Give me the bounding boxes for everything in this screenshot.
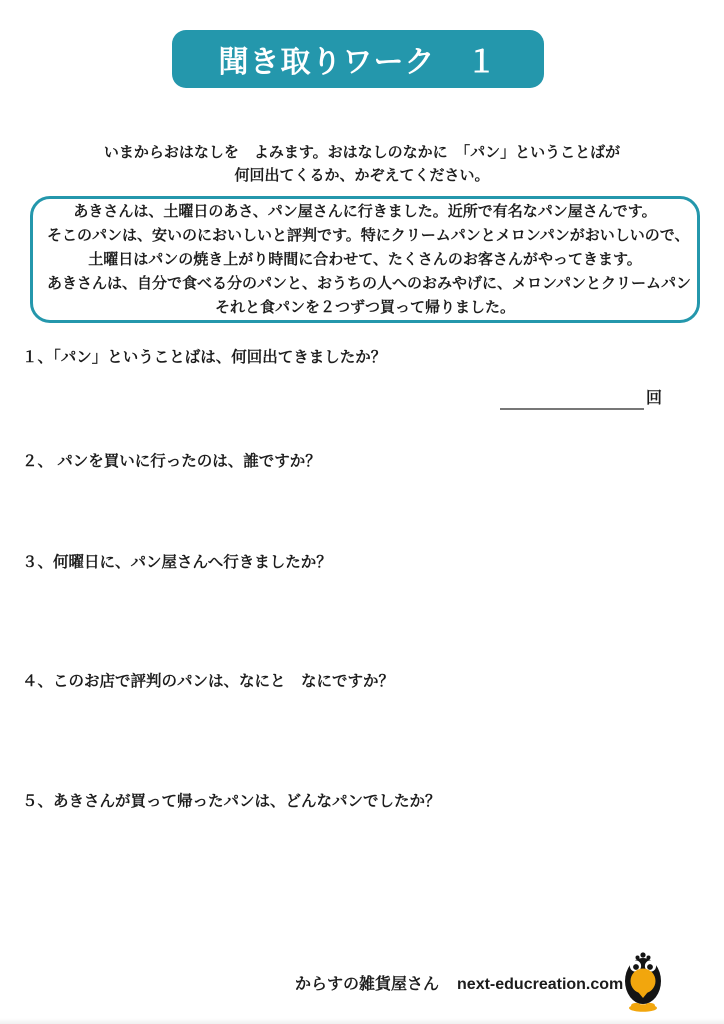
story-line-3: 土曜日はパンの焼き上がり時間に合わせて、たくさんのお客さんがやってきます。 bbox=[88, 250, 642, 268]
question-5: ５、あきさんが買って帰ったパンは、どんなパンでしたか？ bbox=[22, 793, 441, 810]
footer-shop-name: からすの雑貨屋さん bbox=[295, 976, 440, 993]
worksheet-title: 聞き取りワーク １ bbox=[218, 46, 498, 79]
story-line-5: それと食パンを２つずつ買って帰りました。 bbox=[214, 298, 515, 316]
intro-line-2: 何回出てくるか、かぞえてください。 bbox=[234, 167, 490, 184]
question-1: １、「パン」ということばは、何回出てきましたか？ bbox=[22, 349, 387, 366]
footer-site-url: next-educreation.com bbox=[457, 976, 624, 993]
question-2: ２、 パンを買いに行ったのは、誰ですか？ bbox=[22, 453, 321, 470]
story-box bbox=[30, 196, 700, 323]
story-line-4: あきさんは、自分で食べる分のパンと、おうちの人へのおみやげに、メロンパンとクリームパン bbox=[47, 274, 691, 292]
worksheet-title-banner bbox=[172, 30, 544, 88]
crow-mascot-icon bbox=[620, 951, 666, 1013]
footer bbox=[0, 971, 724, 997]
question-4: ４、このお店で評判のパンは、なにと なにですか？ bbox=[22, 673, 395, 690]
question-3: ３、何曜日に、パン屋さんへ行きましたか？ bbox=[22, 554, 332, 571]
answer-blank-line bbox=[500, 390, 644, 410]
intro-instructions bbox=[0, 141, 724, 187]
story-line-2: そこのパンは、安いのにおいしいと評判です。特にクリームパンとメロンパンがおいしいので、 bbox=[47, 226, 690, 244]
story-line-1: あきさんは、土曜日のあさ、パン屋さんに行きました。近所で有名なパン屋さんです。 bbox=[73, 202, 657, 220]
answer-unit-label: 回 bbox=[646, 390, 663, 407]
intro-line-1: いまからおはなしを よみます。おはなしのなかに 「パン」ということばが bbox=[103, 144, 621, 161]
footer-text bbox=[295, 971, 623, 994]
question-1-answer-row bbox=[500, 386, 670, 410]
page-bottom-shadow bbox=[0, 1018, 724, 1024]
